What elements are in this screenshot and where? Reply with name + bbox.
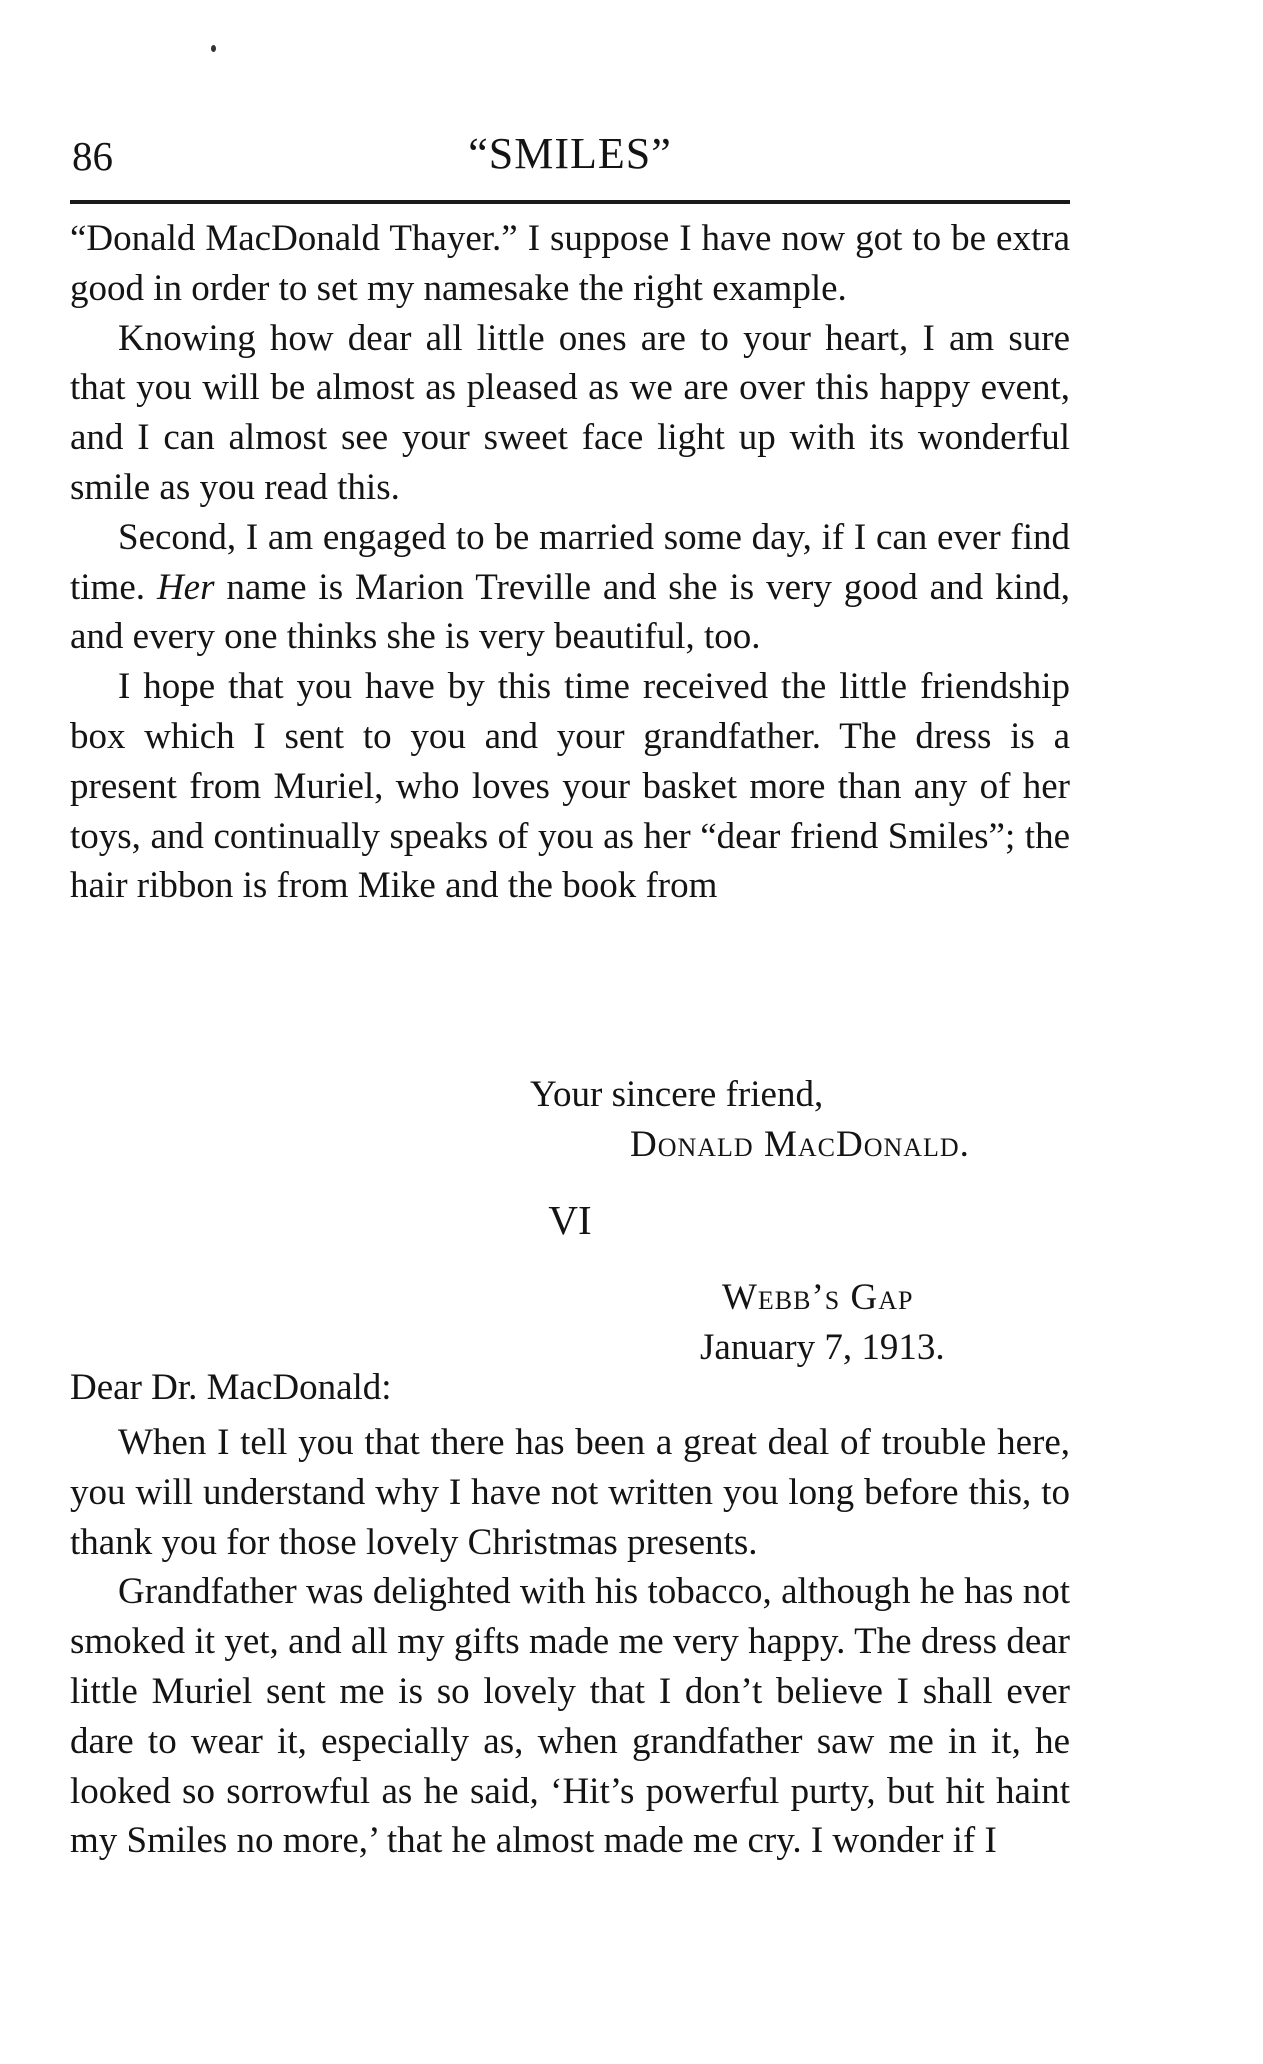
letter-date: January 7, 1913.	[700, 1327, 945, 1368]
paragraph-text: name is Marion Treville and she is very good and kind, and every one thinks she is very beautiful, too.	[70, 566, 1071, 658]
letter-body	[70, 1418, 1070, 1866]
letter-place: Webb’s Gap	[722, 1277, 914, 1318]
emphasized-word: Her	[156, 566, 215, 608]
letter-continuation	[70, 214, 1070, 911]
paragraph: “Donald MacDonald Thayer.” I suppose I have now got to be extra good in order to set my namesake the right example.	[70, 218, 1070, 309]
header-rule	[70, 200, 1070, 204]
paragraph	[70, 513, 1070, 662]
letter-closing: Your sincere friend,	[530, 1074, 824, 1115]
section-number: VI	[548, 1197, 592, 1243]
paragraph: Knowing how dear all little ones are to your heart, I am sure that you will be almost as pleased as we are over this happy event, and I can almost see your sweet face light up with its wonderful smile as you read this.	[70, 317, 1070, 508]
letter-salutation: Dear Dr. MacDonald:	[70, 1367, 392, 1408]
book-page	[70, 0, 1070, 2064]
paragraph: Grandfather was delighted with his tobacco, although he has not smoked it yet, and all my gifts made me very happy. The dress dear little Muriel sent me is so lovely that I don’t believe I shall ever dare to wear it, especially as, when grandfather saw me in it, he looked so sorrowful as he said, ‘Hit’s powerful purty, but hit haint my Smiles no more,’ that he almost made me cry. I wonder if I	[70, 1571, 1070, 1862]
paragraph: I hope that you have by this time received the little friendship box which I sent to you and your grandfather. The dress is a present from Muriel, who loves your basket more than any of her toys, and continually speaks of you as her “dear friend Smiles”; the hair ribbon is from Mike and the book from	[70, 666, 1070, 907]
paragraph: When I tell you that there has been a great deal of trouble here, you will understand why I have not written you long before this, to thank you for those lovely Christmas presents.	[70, 1422, 1070, 1563]
page-number: 86	[72, 133, 113, 179]
running-title: “SMILES”	[468, 129, 672, 178]
letter-signature: Donald MacDonald.	[630, 1124, 970, 1165]
paragraph-text: Second, I am engaged to be married some day, if I can ever find time.	[70, 516, 1070, 608]
page-header	[70, 128, 1070, 188]
